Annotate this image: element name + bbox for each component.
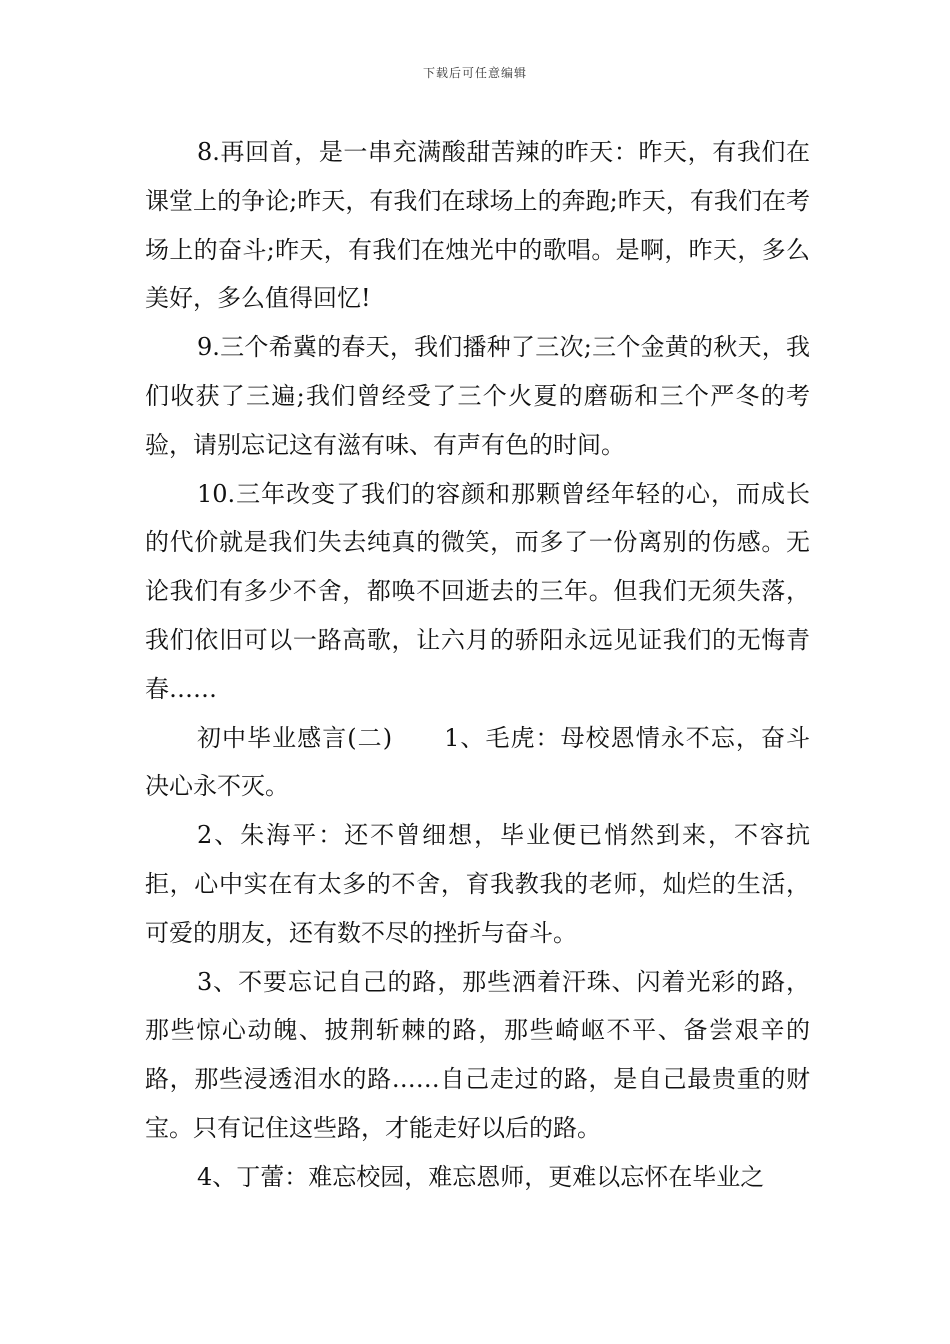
paragraph-8: 8.再回首，是一串充满酸甜苦辣的昨天：昨天，有我们在课堂上的争论;昨天，有我们在球场上的奔跑;昨天，有我们在考场上的奋斗;昨天，有我们在烛光中的歌唱。是啊，昨天，多么美好，多么值得回忆! — [145, 138, 810, 313]
paragraph-4: 4、丁蕾：难忘校园，难忘恩师，更难以忘怀在毕业之 — [197, 1162, 765, 1191]
document-body — [145, 128, 810, 1202]
page-header: 下载后可任意编辑 — [422, 66, 527, 80]
paragraph-2: 2、朱海平：还不曾细想，毕业便已悄然到来，不容抗拒，心中实在有太多的不舍，育我教我的老师，灿烂的生活，可爱的朋友，还有数不尽的挫折与奋斗。 — [145, 821, 810, 947]
section-first-item: 1、毛虎：母校恩情永不忘，奋斗决心永不灭。 — [145, 723, 810, 801]
paragraph-10: 10.三年改变了我们的容颜和那颗曾经年轻的心，而成长的代价就是我们失去纯真的微笑，而多了一份离别的伤感。无论我们有多少不舍，都唤不回逝去的三年。但我们无须失落，我们依旧可以一路高歌，让六月的骄阳永远见证我们的无悔青春…… — [145, 479, 810, 703]
section-paragraph — [145, 714, 810, 812]
paragraph-3: 3、不要忘记自己的路，那些洒着汗珠、闪着光彩的路，那些惊心动魄、披荆斩棘的路，那些崎岖不平、备尝艰辛的路，那些浸透泪水的路……自己走过的路，是自己最贵重的财宝。只有记住这些路，才能走好以后的路。 — [145, 967, 810, 1142]
paragraph-9: 9.三个希冀的春天，我们播种了三次;三个金黄的秋天，我们收获了三遍;我们曾经受了三个火夏的磨砺和三个严冬的考验，请别忘记这有滋有味、有声有色的时间。 — [145, 333, 810, 459]
section-title: 初中毕业感言(二) — [197, 723, 393, 752]
